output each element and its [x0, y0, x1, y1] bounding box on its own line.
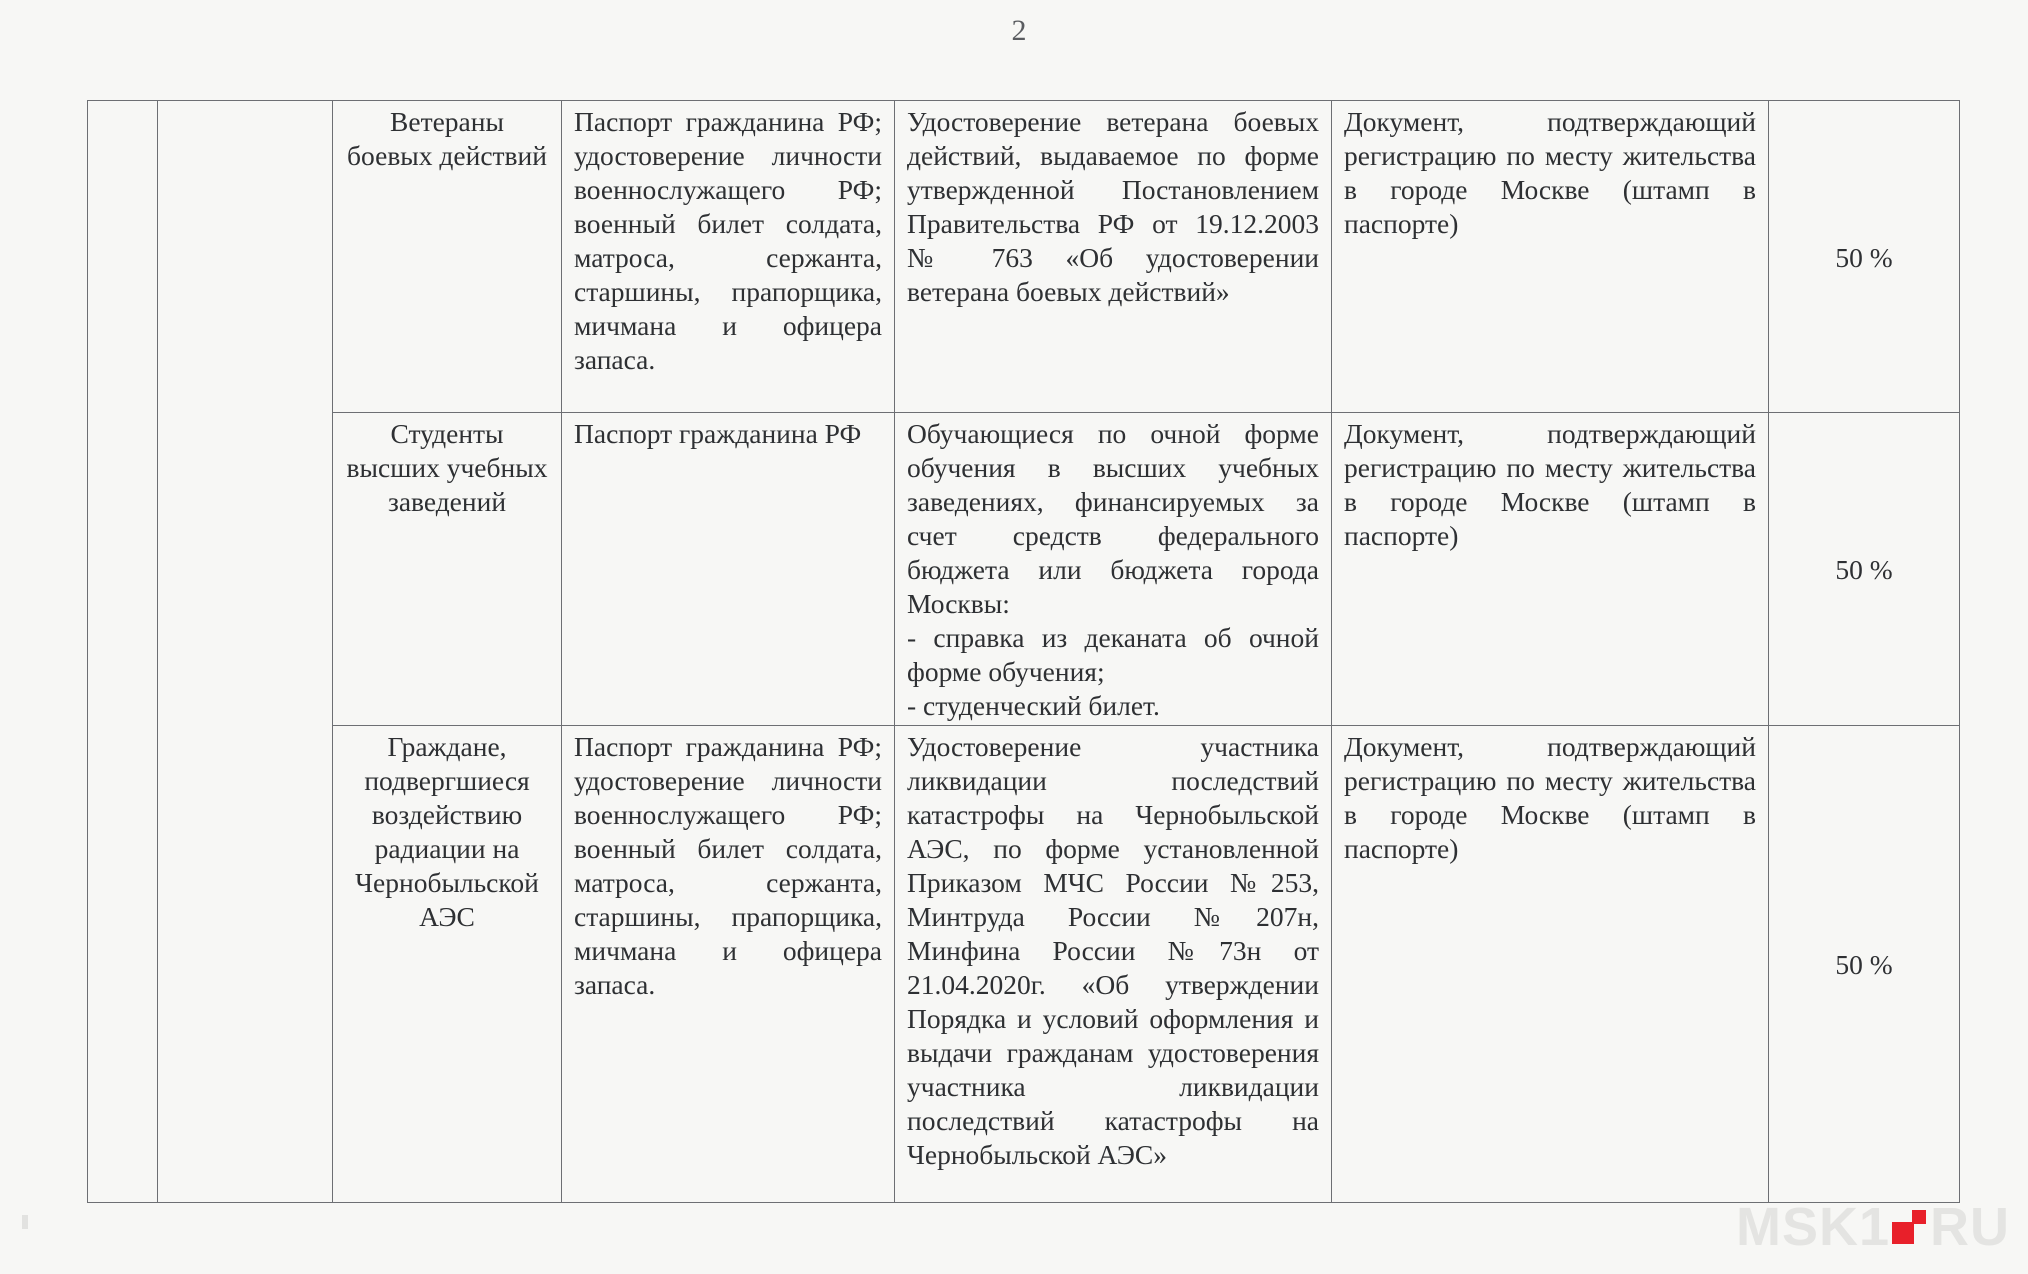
- benefits-table: [87, 100, 1960, 1203]
- category-cell: Ветераны боевых действий: [333, 101, 562, 413]
- table-row: [88, 726, 1960, 1203]
- scan-artifact: [22, 1215, 28, 1229]
- registration-document-cell: Документ, подтверждающий регистрацию по месту жительства в городе Москве (штамп в паспорте): [1332, 413, 1769, 726]
- page-number: 2: [1011, 14, 1027, 47]
- registration-document-cell: Документ, подтверждающий регистрацию по месту жительства в городе Москве (штамп в паспорте): [1332, 101, 1769, 413]
- category-cell: Студенты высших учебных заведений: [333, 413, 562, 726]
- watermark-logo-icon: [1892, 1210, 1926, 1244]
- site-watermark: [1736, 1196, 2010, 1258]
- identity-documents-cell: Паспорт гражданина РФ: [562, 413, 895, 726]
- identity-documents-cell: Паспорт гражданина РФ; удостоверение личности военнослужащего РФ; военный билет солдата, матроса, сержанта, старшины, прапорщика, мичмана и офицера запаса.: [562, 726, 895, 1203]
- identity-documents-cell: Паспорт гражданина РФ; удостоверение личности военнослужащего РФ; военный билет солдата, матроса, сержанта, старшины, прапорщика, мичмана и офицера запаса.: [562, 101, 895, 413]
- table-row: [88, 101, 1960, 413]
- watermark-text-left: MSK1: [1735, 1197, 1890, 1257]
- confirming-documents-cell: Удостоверение ветерана боевых действий, выдаваемое по форме утвержденной Постановлением Правительства РФ от 19.12.2003 № 763 «Об удостоверении ветерана боевых действий»: [895, 101, 1332, 413]
- table-row: [88, 413, 1960, 726]
- confirming-documents-item: - справка из деканата об очной форме обучения;: [907, 622, 1319, 687]
- watermark-text-right: RU: [1930, 1197, 2010, 1257]
- confirming-documents-item: - студенческий билет.: [907, 690, 1160, 721]
- discount-cell: 50 %: [1769, 101, 1960, 413]
- registration-document-cell: Документ, подтверждающий регистрацию по месту жительства в городе Москве (штамп в паспорте): [1332, 726, 1769, 1203]
- discount-cell: 50 %: [1769, 726, 1960, 1203]
- discount-cell: 50 %: [1769, 413, 1960, 726]
- confirming-documents-cell: Удостоверение участника ликвидации последствий катастрофы на Чернобыльской АЭС, по форме установленной Приказом МЧС России №253, Минтруда России №207н, Минфина России №73н от 21.04.2020г. «Об утверждении Порядка и условий оформления и выдачи гражданам удостоверения участника ликвидации последствий катастрофы на Чернобыльской АЭС»: [895, 726, 1332, 1203]
- category-cell: Граждане, подвергшиеся воздействию радиации на Чернобыльской АЭС: [333, 726, 562, 1203]
- name-column-cell: [158, 101, 333, 1203]
- confirming-documents-text: Обучающиеся по очной форме обучения в высших учебных заведениях, финансируемых за счет средств федерального бюджета или бюджета города Москвы:: [907, 418, 1319, 619]
- confirming-documents-cell: [895, 413, 1332, 726]
- number-column-cell: [88, 101, 158, 1203]
